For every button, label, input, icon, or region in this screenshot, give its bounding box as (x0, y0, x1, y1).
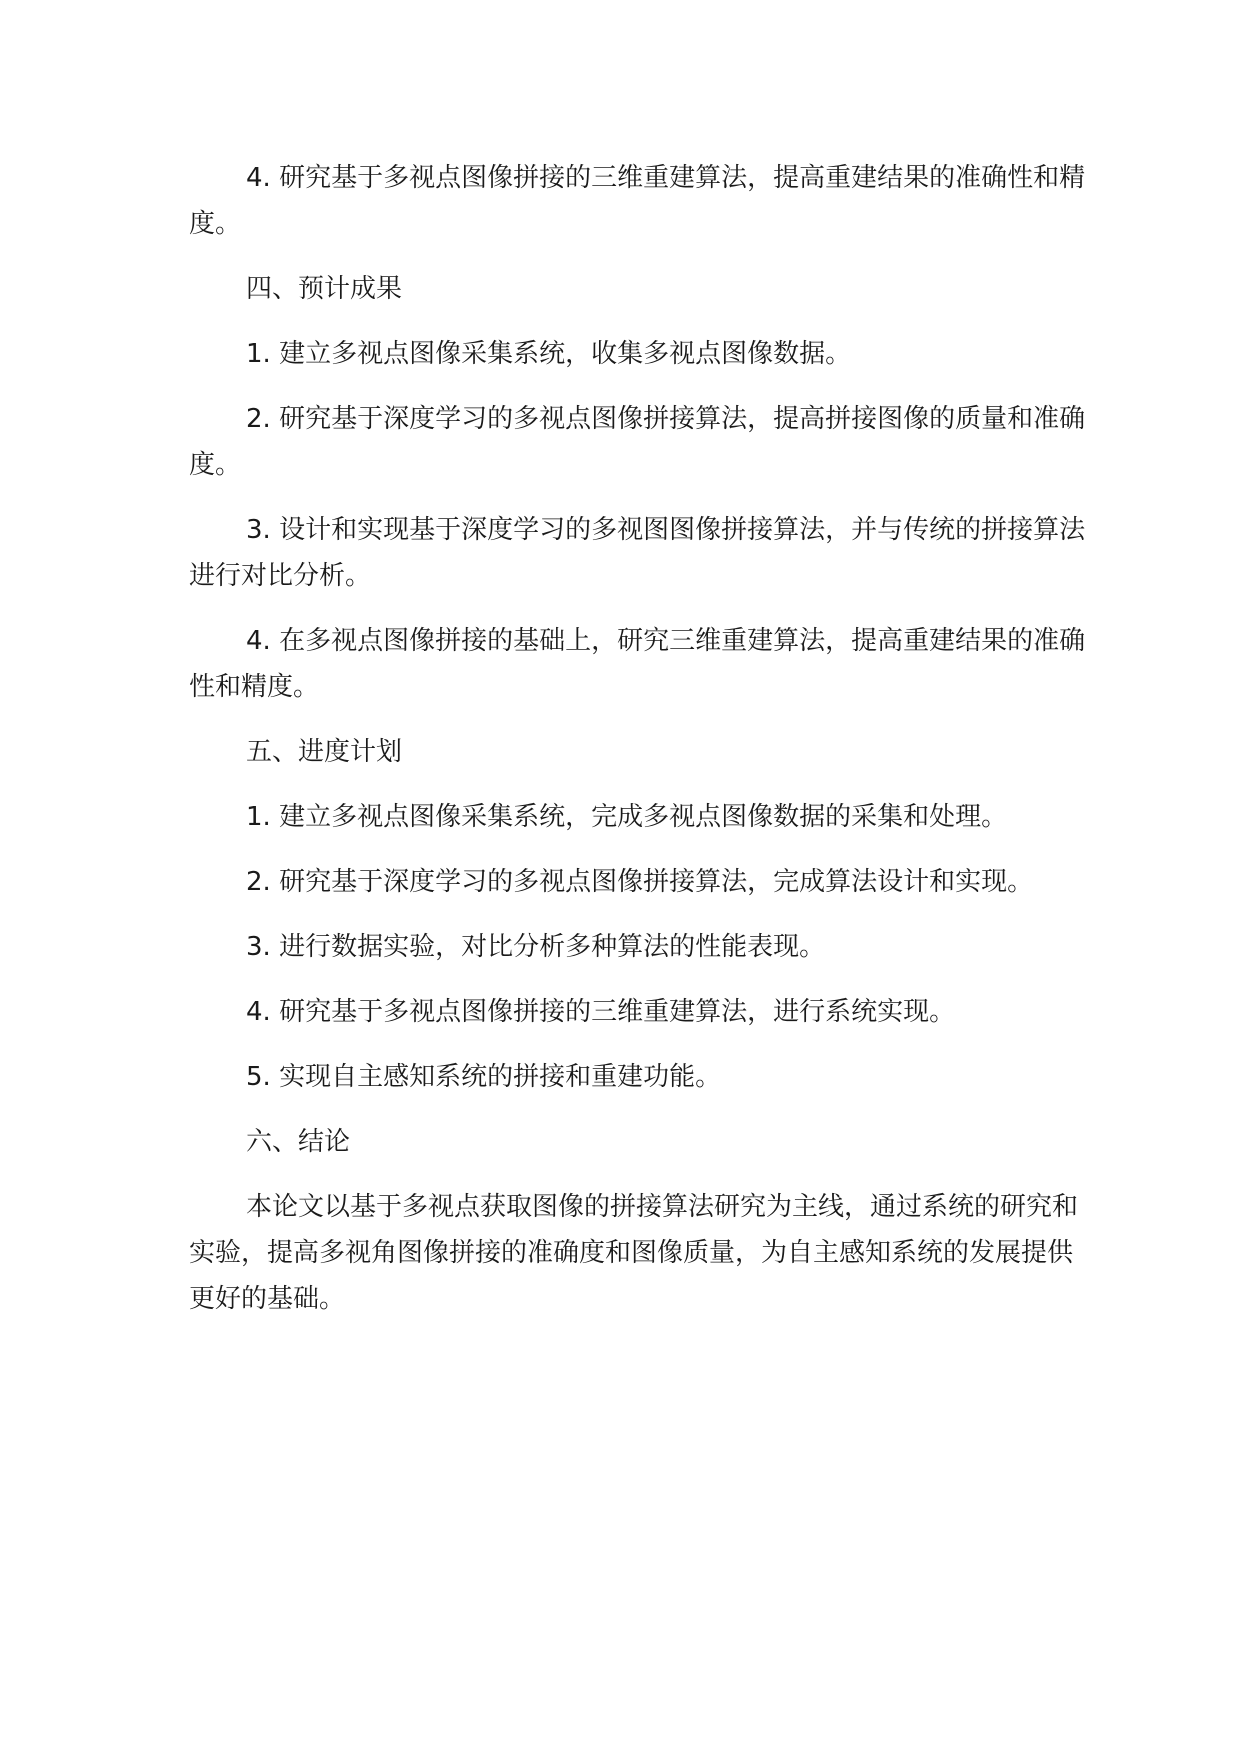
list-item-schedule-1: 1. 建立多视点图像采集系统，完成多视点图像数据的采集和处理。 (246, 802, 1008, 832)
list-item-expected-3: 3. 设计和实现基于深度学习的多视图图像拼接算法，并与传统的拼接算法进行对比分析。 (189, 515, 1086, 591)
document-body (189, 155, 1089, 1341)
section-heading-expected-results: 四、预计成果 (246, 274, 403, 304)
list-item-schedule-5: 5. 实现自主感知系统的拼接和重建功能。 (246, 1062, 722, 1092)
list-item-schedule-2: 2. 研究基于深度学习的多视点图像拼接算法，完成算法设计和实现。 (246, 867, 1034, 897)
list-item-schedule-3: 3. 进行数据实验，对比分析多种算法的性能表现。 (246, 932, 826, 962)
section-heading-conclusion: 六、结论 (246, 1127, 351, 1157)
section-heading-schedule: 五、进度计划 (246, 737, 403, 767)
list-item-schedule-4: 4. 研究基于多视点图像拼接的三维重建算法，进行系统实现。 (246, 997, 956, 1027)
conclusion-paragraph: 本论文以基于多视点获取图像的拼接算法研究为主线，通过系统的研究和实验，提高多视角图像拼接的准确度和图像质量，为自主感知系统的发展提供更好的基础。 (189, 1192, 1079, 1314)
list-item-expected-2: 2. 研究基于深度学习的多视点图像拼接算法，提高拼接图像的质量和准确度。 (189, 404, 1086, 480)
list-item-research-3d-reconstruction: 4. 研究基于多视点图像拼接的三维重建算法，提高重建结果的准确性和精度。 (189, 163, 1086, 239)
list-item-expected-1: 1. 建立多视点图像采集系统，收集多视点图像数据。 (246, 339, 852, 369)
list-item-expected-4: 4. 在多视点图像拼接的基础上，研究三维重建算法，提高重建结果的准确性和精度。 (189, 626, 1086, 702)
